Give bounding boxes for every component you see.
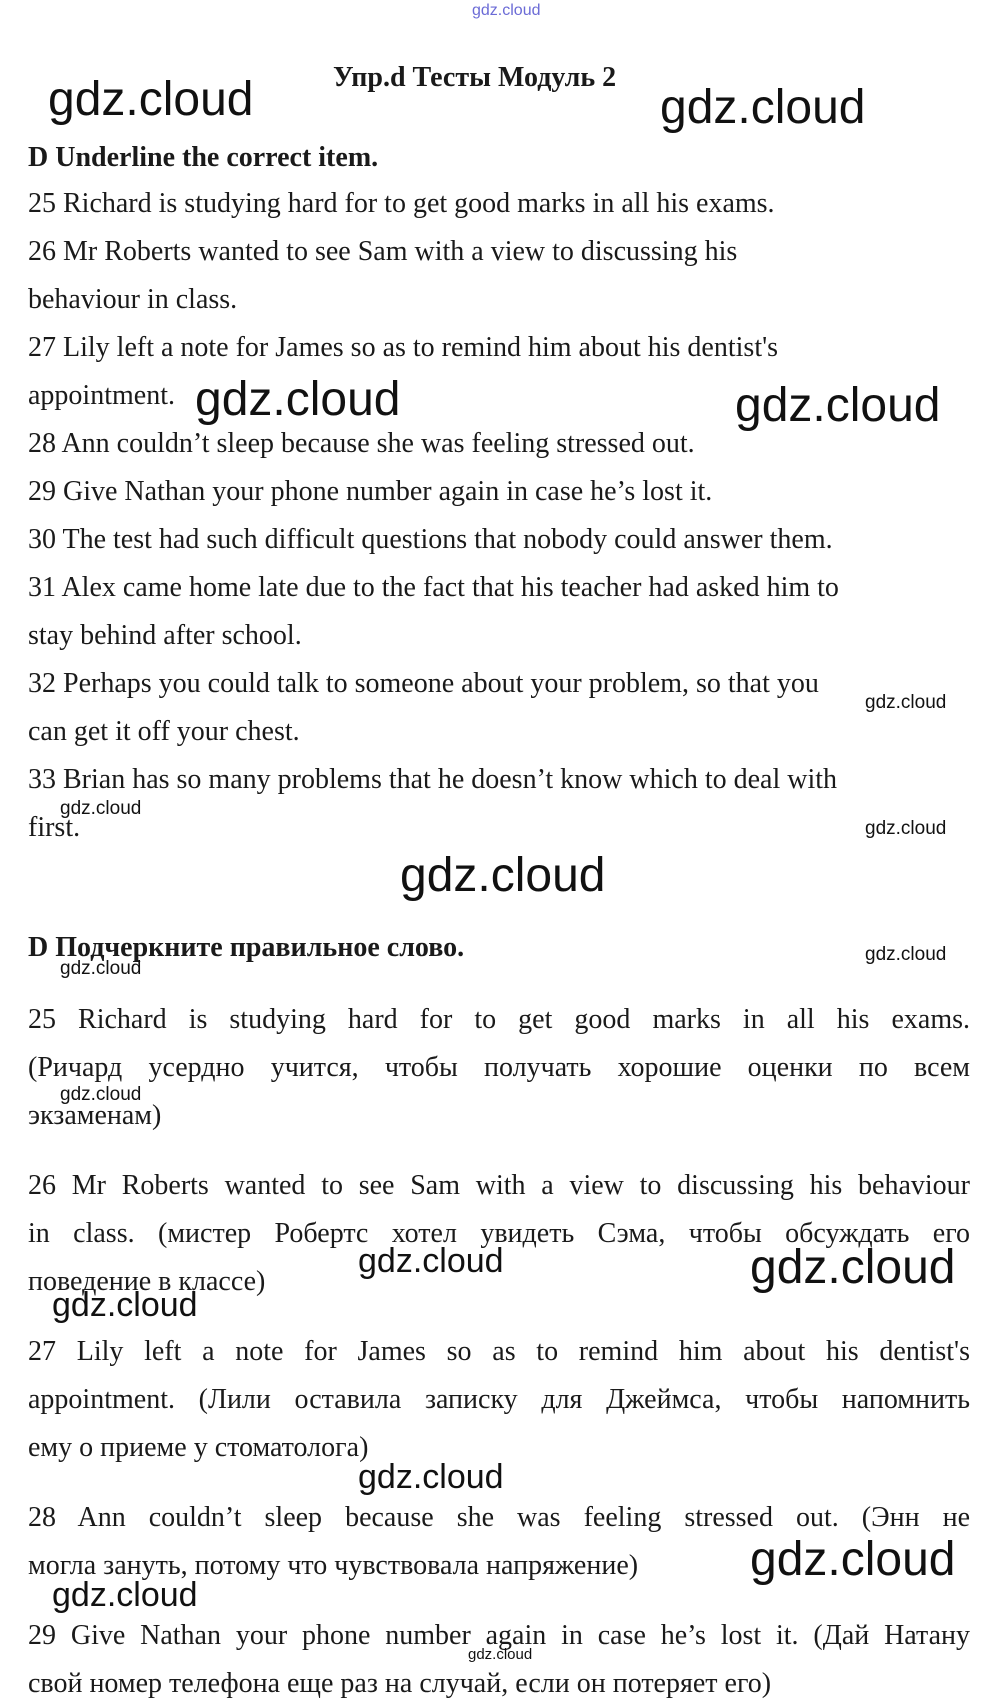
en-line: behaviour in class. (28, 284, 238, 315)
ru-line: 29 Give Nathan your phone number again in case he’s lost it. (Дай Натану (28, 1620, 970, 1651)
ru-line: 27 Lily left a note for James so as to remind him about his dentist's (28, 1336, 970, 1367)
watermark: gdz.cloud (865, 944, 947, 965)
en-line: appointment. (28, 380, 175, 411)
ru-line: appointment. (Лили оставила записку для Джеймса, чтобы напомнить (28, 1384, 970, 1415)
ru-line: 25 Richard is studying hard for to get good marks in all his exams. (28, 1004, 970, 1035)
watermark: gdz.cloud (865, 818, 947, 839)
en-line: 30 The test had such difficult questions that nobody could answer them. (28, 524, 833, 555)
ru-line: (Ричард усердно учится, чтобы получать хорошие оценки по всем (28, 1052, 970, 1083)
ru-line: 28 Ann couldn’t sleep because she was feeling stressed out. (Энн не (28, 1502, 970, 1533)
watermark: gdz.cloud (865, 692, 947, 713)
ru-line: могла зануть, потому что чувствовала напряжение) (28, 1550, 639, 1581)
en-line: first. (28, 812, 81, 843)
en-line: 28 Ann couldn’t sleep because she was feeling stressed out. (28, 428, 695, 459)
en-line: can get it off your chest. (28, 716, 300, 747)
watermark: gdz.cloud (750, 1241, 956, 1294)
watermark: gdz.cloud (358, 1242, 504, 1280)
page-title: Упр.d Тесты Модуль 2 (333, 62, 617, 93)
en-line: 25 Richard is studying hard for to get good marks in all his exams. (28, 188, 775, 219)
watermark: gdz.cloud (660, 81, 866, 134)
watermark: gdz.cloud (60, 798, 142, 819)
en-line: 29 Give Nathan your phone number again in case he’s lost it. (28, 476, 713, 507)
watermark: gdz.cloud (52, 1576, 198, 1614)
ru-line: поведение в классе) (28, 1266, 266, 1297)
en-line: stay behind after school. (28, 620, 302, 651)
watermark: gdz.cloud (358, 1458, 504, 1496)
section-ru-heading: D Подчеркните правильное слово. (28, 932, 465, 963)
section-en-heading: D Underline the correct item. (28, 142, 379, 173)
ru-line: экзаменам) (28, 1100, 162, 1131)
en-line: 33 Brian has so many problems that he doesn’t know which to deal with (28, 764, 838, 795)
ru-line: ему о приеме у стоматолога) (28, 1432, 369, 1463)
ru-line: свой номер телефона еще раз на случай, если он потеряет его) (28, 1668, 772, 1699)
ru-line: 26 Mr Roberts wanted to see Sam with a view to discussing his behaviour (28, 1170, 970, 1201)
watermark: gdz.cloud (48, 73, 254, 126)
en-line: 32 Perhaps you could talk to someone about your problem, so that you (28, 668, 819, 699)
en-line: 31 Alex came home late due to the fact that his teacher had asked him to (28, 572, 839, 603)
watermark: gdz.cloud (468, 1646, 533, 1663)
ru-line: in class. (мистер Робертс хотел увидеть Сэма, чтобы обсуждать его (28, 1218, 970, 1249)
watermark: gdz.cloud (60, 958, 142, 979)
watermark: gdz.cloud (52, 1286, 198, 1324)
watermark: gdz.cloud (60, 1084, 142, 1105)
en-line: 27 Lily left a note for James so as to remind him about his dentist's (28, 332, 779, 363)
top-watermark: gdz.cloud (472, 2, 541, 19)
en-line: 26 Mr Roberts wanted to see Sam with a view to discussing his (28, 236, 738, 267)
watermark: gdz.cloud (750, 1533, 956, 1586)
watermark: gdz.cloud (735, 379, 941, 432)
watermark: gdz.cloud (400, 849, 606, 902)
watermark: gdz.cloud (195, 373, 401, 426)
